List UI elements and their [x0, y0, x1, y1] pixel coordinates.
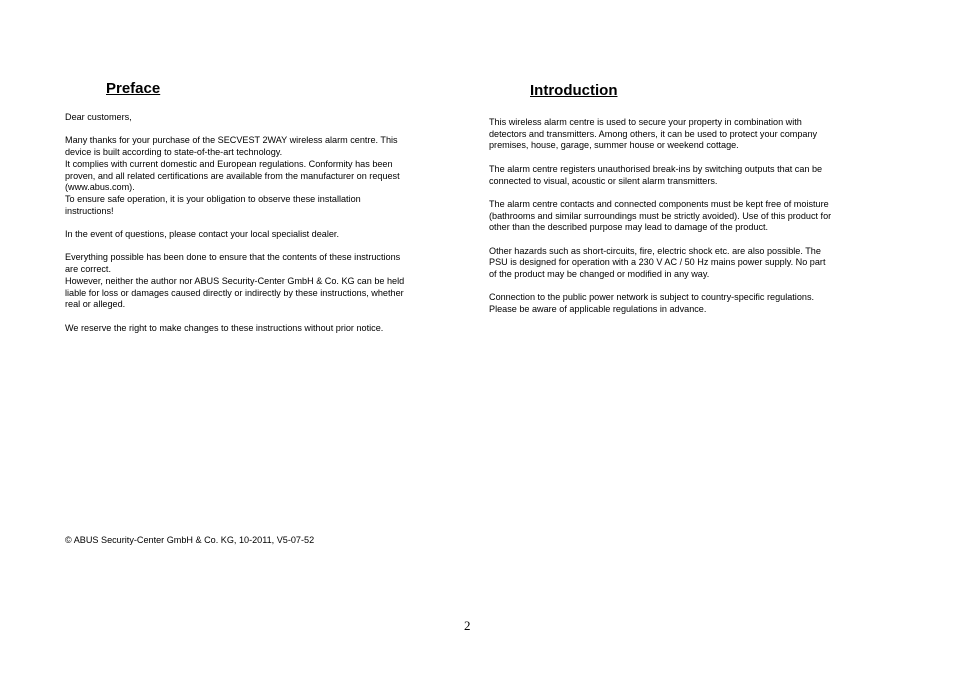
text-line: Other hazards such as short-circuits, fire, electric shock etc. are also possible. The	[489, 245, 821, 256]
text-line: are correct.	[65, 264, 111, 275]
text-line: proven, and all related certifications are available from the manufacturer on request	[65, 170, 400, 181]
introduction-paragraph	[489, 117, 879, 152]
text-line: The alarm centre registers unauthorised break-ins by switching outputs that can be	[489, 163, 823, 174]
text-line: PSU is designed for operation with a 230 V AC / 50 Hz mains power supply. No part	[489, 257, 826, 268]
introduction-paragraph	[489, 164, 879, 187]
copyright-notice: © ABUS Security-Center GmbH & Co. KG, 10-2011, V5-07-52	[65, 535, 315, 545]
introduction-body	[489, 117, 879, 316]
text-line: However, neither the author nor ABUS Security-Center GmbH & Co. KG can be held	[65, 275, 405, 286]
preface-paragraph	[65, 323, 450, 335]
text-line: liable for loss or damages caused directly or indirectly by these instructions, whether	[65, 287, 404, 298]
introduction-paragraph	[489, 246, 879, 281]
introduction-paragraph	[489, 199, 879, 234]
preface-paragraph	[65, 252, 450, 311]
text-line: It complies with current domestic and European regulations. Conformity has been	[65, 158, 393, 169]
text-line: We reserve the right to make changes to these instructions without prior notice.	[65, 322, 384, 333]
text-line: Connection to the public power network is subject to country-specific regulations.	[489, 292, 815, 303]
preface-paragraph	[65, 135, 450, 217]
text-line: premises, house, garage, summer house or weekend cottage.	[489, 140, 739, 151]
text-line: instructions!	[65, 205, 114, 216]
text-line: Please be aware of applicable regulations in advance.	[489, 304, 707, 315]
text-line: Many thanks for your purchase of the SECVEST 2WAY wireless alarm centre. This	[65, 135, 398, 146]
text-line: In the event of questions, please contact your local specialist dealer.	[65, 229, 339, 239]
preface-paragraph	[65, 229, 450, 241]
text-line: This wireless alarm centre is used to secure your property in combination with	[489, 117, 802, 127]
introduction-heading: Introduction	[530, 82, 618, 99]
text-line: other than the described purpose may lead to damage of the product.	[489, 222, 769, 233]
introduction-paragraph	[489, 292, 879, 315]
text-line: device is built according to state-of-the-art technology.	[65, 147, 283, 158]
page-number: 2	[464, 618, 471, 633]
preface-heading: Preface	[106, 80, 161, 97]
introduction-section	[489, 78, 879, 316]
text-line: Everything possible has been done to ensure that the contents of these instructions	[65, 252, 401, 263]
text-line: Dear customers,	[65, 112, 132, 122]
text-line: (bathrooms and similar surroundings must be strictly avoided). Use of this product for	[489, 210, 832, 221]
text-line: real or alleged.	[65, 299, 126, 310]
text-line: (www.abus.com).	[65, 182, 135, 193]
preface-section	[65, 78, 450, 334]
text-line: The alarm centre contacts and connected components must be kept free of moisture	[489, 198, 829, 209]
preface-paragraph	[65, 112, 450, 124]
preface-body	[65, 112, 450, 334]
text-line: connected to visual, acoustic or silent alarm transmitters.	[489, 175, 718, 186]
text-line: To ensure safe operation, it is your obligation to observe these installation	[65, 193, 361, 204]
text-line: of the product may be changed or modified in any way.	[489, 269, 710, 280]
text-line: detectors and transmitters. Among others, it can be used to protect your company	[489, 128, 818, 139]
